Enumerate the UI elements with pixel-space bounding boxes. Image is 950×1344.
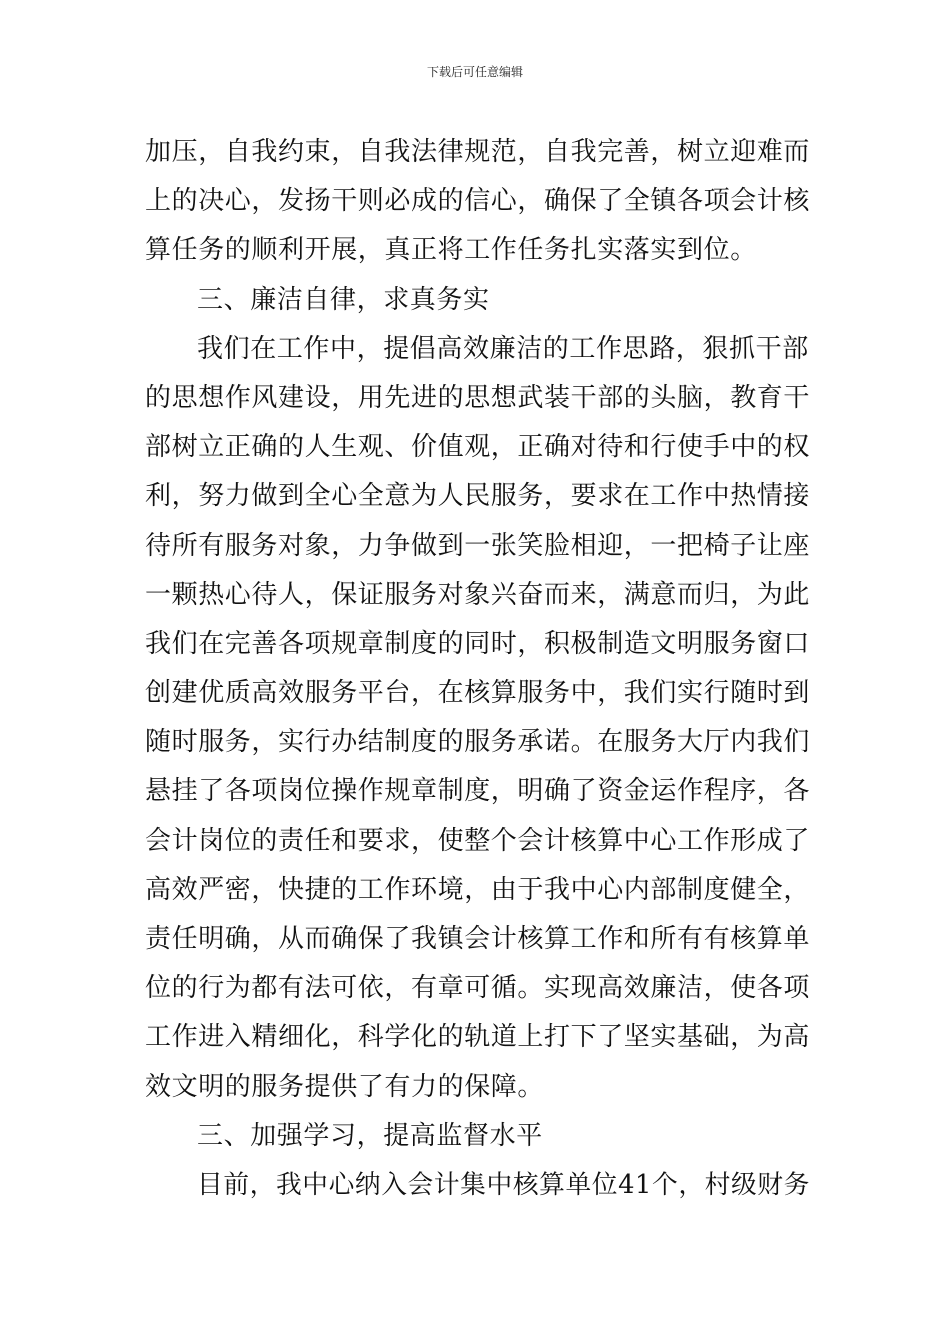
text-line: 待所有服务对象，力争做到一张笑脸相迎，一把椅子让座 xyxy=(145,530,811,561)
text-line: 利，努力做到全心全意为人民服务，要求在工作中热情接 xyxy=(145,481,811,512)
page-header-note: 下载后可任意编辑 xyxy=(426,65,523,79)
text-line: 随时服务，实行办结制度的服务承诺。在服务大厅内我们 xyxy=(145,727,811,758)
text-line: 效文明的服务提供了有力的保障。 xyxy=(145,1071,545,1102)
text-line: 创建优质高效服务平台，在核算服务中，我们实行随时到 xyxy=(145,678,811,709)
text-line: 加压，自我约束，自我法律规范，自我完善，树立迎难而 xyxy=(145,137,811,167)
text-line: 高效严密，快捷的工作环境，由于我中心内部制度健全， xyxy=(145,874,811,905)
text-line: 部树立正确的人生观、价值观，正确对待和行使手中的权 xyxy=(145,432,811,463)
text-line: 位的行为都有法可依，有章可循。实现高效廉洁，使各项 xyxy=(145,973,811,1004)
text-line: 会计岗位的责任和要求，使整个会计核算中心工作形成了 xyxy=(145,825,811,856)
text-line: 的思想作风建设，用先进的思想武装干部的头脑，教育干 xyxy=(145,382,811,413)
text-line: 上的决心，发扬干则必成的信心，确保了全镇各项会计核 xyxy=(145,186,811,217)
paragraph-first-line: 我们在工作中，提倡高效廉洁的工作思路，狠抓干部 xyxy=(197,333,809,364)
text-line: 工作进入精细化，科学化的轨道上打下了坚实基础，为高 xyxy=(145,1022,811,1053)
section-heading: 三、加强学习，提高监督水平 xyxy=(197,1120,543,1151)
text-line: 悬挂了各项岗位操作规章制度，明确了资金运作程序，各 xyxy=(145,776,811,807)
text-line: 算任务的顺利开展，真正将工作任务扎实落实到位。 xyxy=(145,235,757,266)
text-line: 一颗热心待人，保证服务对象兴奋而来，满意而归，为此 xyxy=(145,579,811,610)
paragraph-first-line: 目前，我中心纳入会计集中核算单位41个，村级财务 xyxy=(197,1169,810,1200)
text-line: 责任明确，从而确保了我镇会计核算工作和所有有核算单 xyxy=(145,924,811,954)
document-body xyxy=(145,128,810,1210)
text-line: 我们在完善各项规章制度的同时，积极制造文明服务窗口 xyxy=(145,628,811,659)
section-heading: 三、廉洁自律，求真务实 xyxy=(197,284,490,315)
